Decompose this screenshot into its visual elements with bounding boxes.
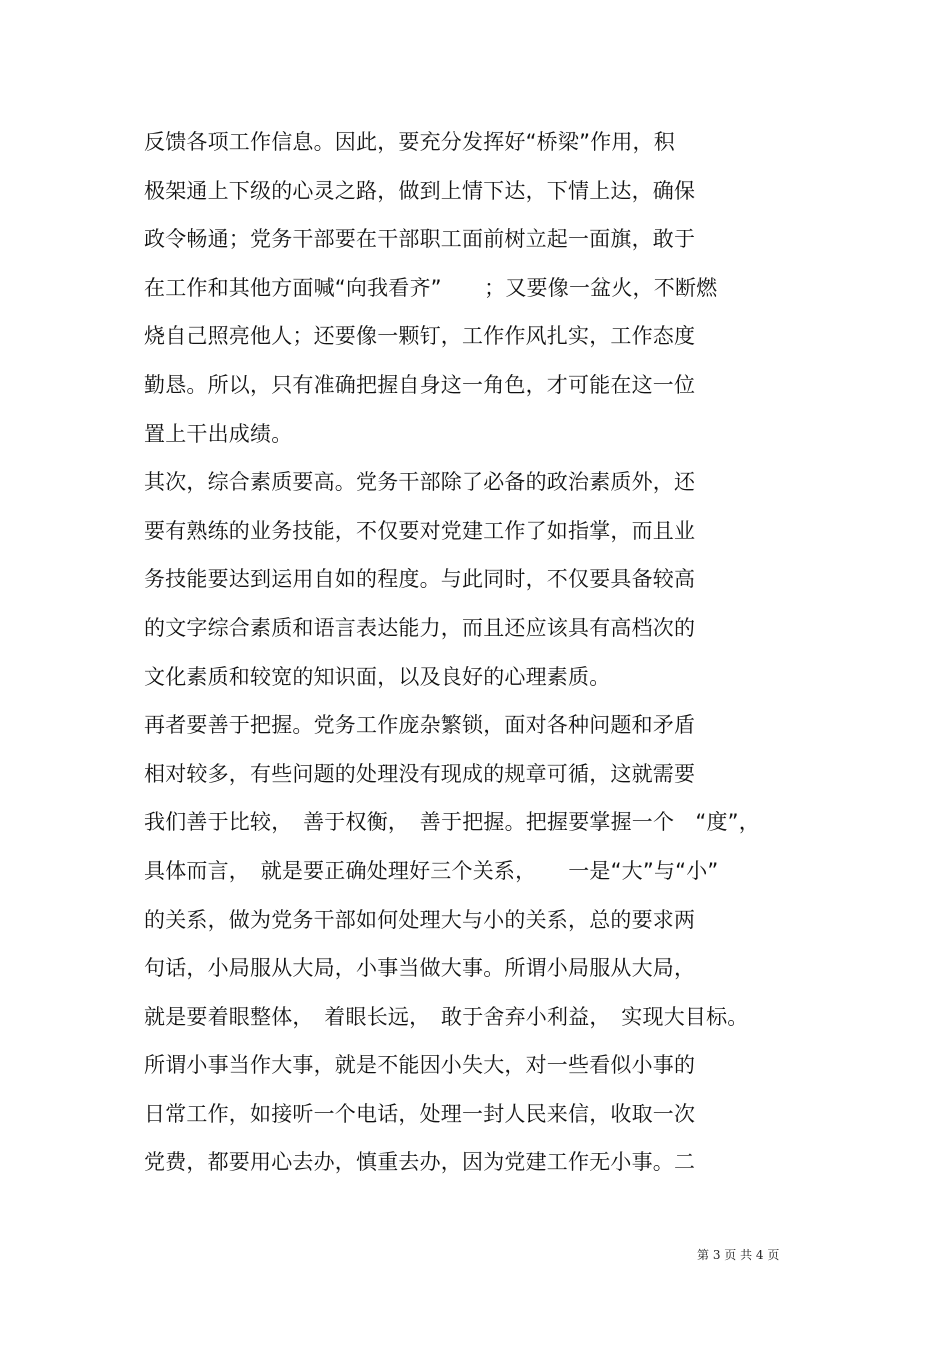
text-line: 勤恳。所以，只有准确把握自身这一角色，才可能在这一位 — [144, 372, 696, 397]
text-line: 党费，都要用心去办，慎重去办，因为党建工作无小事。二 — [144, 1150, 696, 1175]
text-line: 要有熟练的业务技能，不仅要对党建工作了如指掌，而且业 — [144, 518, 696, 543]
text-line: 相对较多，有些问题的处理没有现成的规章可循，这就需要 — [144, 761, 696, 786]
text-line: 烧自己照亮他人；还要像一颗钉，工作作风扎实，工作态度 — [144, 324, 696, 349]
text-line: 句话，小局服从大局，小事当做大事。所谓小局服从大局， — [144, 956, 696, 981]
text-line: 的文字综合素质和语言表达能力，而且还应该具有高档次的 — [144, 615, 696, 640]
text-line: 的关系，做为党务干部如何处理大与小的关系，总的要求两 — [144, 907, 696, 932]
text-line: 务技能要达到运用自如的程度。与此同时，不仅要具备较高 — [144, 567, 696, 592]
text-line: 极架通上下级的心灵之路，做到上情下达，下情上达，确保 — [144, 178, 696, 203]
text-line: 置上干出成绩。 — [144, 421, 293, 446]
text-line: 文化素质和较宽的知识面，以及良好的心理素质。 — [144, 664, 611, 689]
text-line: 再者要善于把握。党务工作庞杂繁锁，面对各种问题和矛盾 — [144, 713, 696, 738]
text-line: 政令畅通；党务干部要在干部职工面前树立起一面旗，敢于 — [144, 227, 696, 252]
text-line: 在工作和其他方面喊“向我看齐” ；又要像一盆火，不断燃 — [144, 275, 718, 300]
text-line: 其次，综合素质要高。党务干部除了必备的政治素质外，还 — [144, 470, 696, 495]
body-text — [144, 118, 804, 1187]
text-line: 反馈各项工作信息。因此，要充分发挥好“桥梁”作用，积 — [144, 130, 675, 154]
text-line: 就是要着眼整体， 着眼长远， 敢于舍弃小利益， 实现大目标。 — [144, 1004, 749, 1029]
text-line: 我们善于比较， 善于权衡， 善于把握。把握要掌握一个 “度”， — [144, 810, 760, 835]
page-number-footer: 第 3 页 共 4 页 — [697, 1248, 780, 1262]
text-line: 所谓小事当作大事，就是不能因小失大，对一些看似小事的 — [144, 1053, 696, 1078]
text-line: 具体而言， 就是要正确处理好三个关系， 一是“大”与“小” — [144, 858, 719, 883]
text-line: 日常工作，如接听一个电话，处理一封人民来信，收取一次 — [144, 1101, 696, 1126]
